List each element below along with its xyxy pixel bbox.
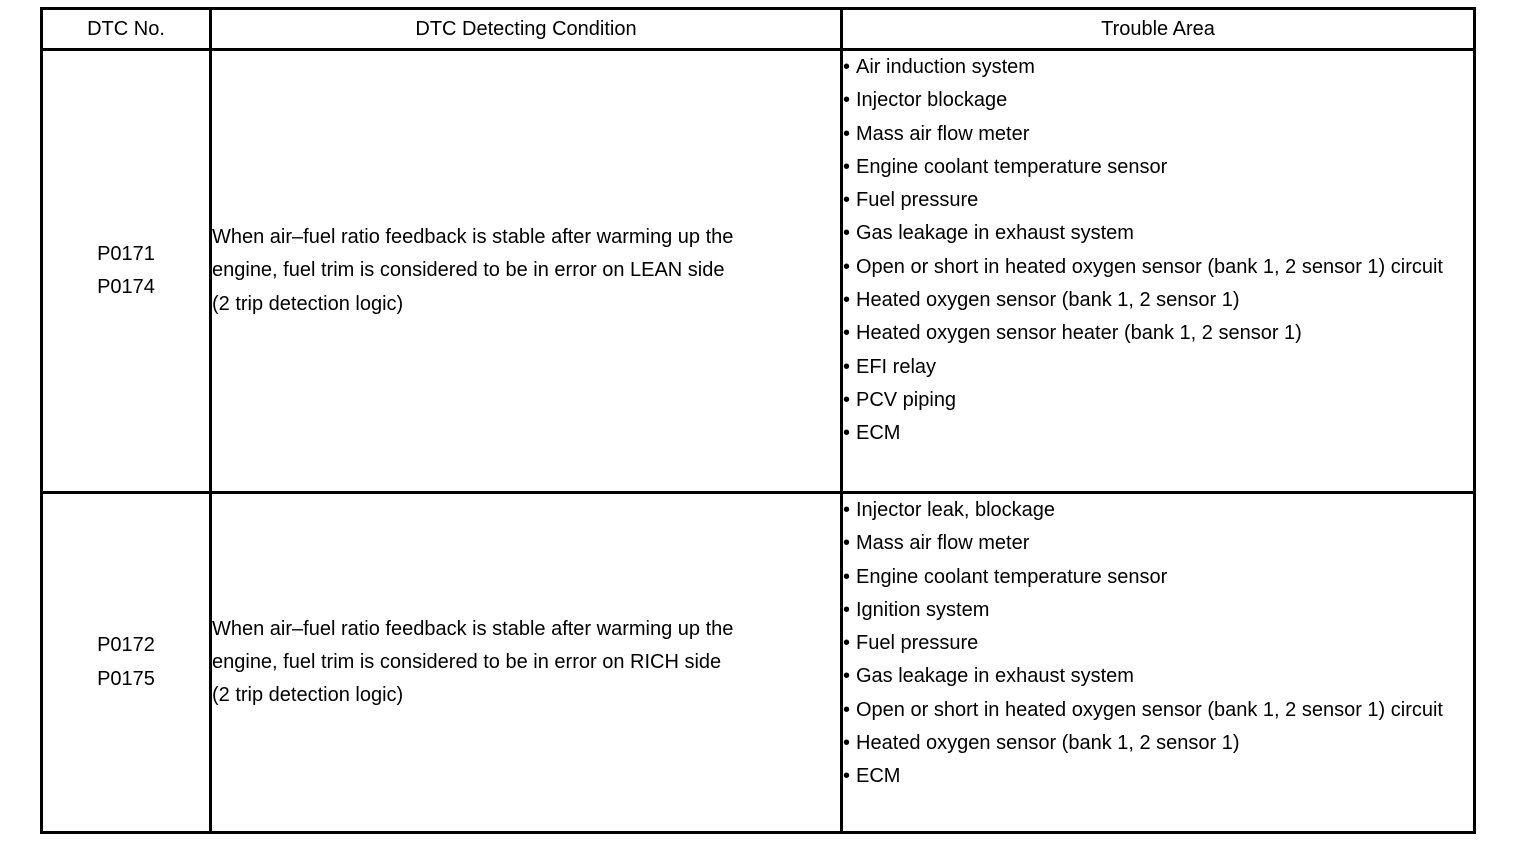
bullet-icon: • — [843, 189, 851, 212]
table-row — [42, 493, 1475, 833]
list-item: • ECM — [843, 417, 1473, 450]
condition-line: engine, fuel trim is considered to be in error on LEAN side — [212, 259, 725, 282]
bullet-icon: • — [843, 222, 851, 245]
condition-line: When air–fuel ratio feedback is stable after warming up the — [212, 226, 734, 249]
list-item: • Air induction system — [843, 51, 1473, 84]
list-item: • Heated oxygen sensor heater (bank 1, 2 sensor 1) — [843, 317, 1473, 350]
dtc-code: P0172 — [97, 634, 155, 657]
bullet-icon: • — [843, 122, 851, 145]
list-item: • Gas leakage in exhaust system — [843, 660, 1473, 693]
condition-line: (2 trip detection logic) — [212, 292, 404, 315]
list-item: • Heated oxygen sensor (bank 1, 2 sensor 1) — [843, 727, 1473, 760]
bullet-icon: • — [843, 532, 851, 555]
header-detecting-condition: DTC Detecting Condition — [211, 9, 842, 50]
condition-line: When air–fuel ratio feedback is stable after warming up the — [212, 617, 734, 640]
list-item: • Fuel pressure — [843, 627, 1473, 660]
list-item: • Mass air flow meter — [843, 527, 1473, 560]
trouble-area-cell — [842, 493, 1475, 833]
list-item: • EFI relay — [843, 351, 1473, 384]
bullet-icon: • — [843, 665, 851, 688]
dtc-codes-cell — [42, 493, 211, 833]
list-item: • Heated oxygen sensor (bank 1, 2 sensor 1) — [843, 284, 1473, 317]
list-item: • Mass air flow meter — [843, 118, 1473, 151]
bullet-icon: • — [843, 322, 851, 345]
bullet-icon: • — [843, 355, 851, 378]
bullet-icon: • — [843, 56, 851, 78]
trouble-area-cell — [842, 50, 1475, 493]
condition-line: engine, fuel trim is considered to be in error on RICH side — [212, 650, 722, 673]
bullet-icon: • — [843, 155, 851, 178]
dtc-code: P0175 — [97, 667, 155, 690]
list-item: • Injector leak, blockage — [843, 494, 1473, 527]
bullet-icon: • — [843, 89, 851, 112]
dtc-codes-cell — [42, 50, 211, 493]
bullet-icon: • — [843, 765, 851, 788]
dtc-table — [40, 7, 1476, 834]
list-item: • PCV piping — [843, 384, 1473, 417]
bullet-icon: • — [843, 632, 851, 655]
trouble-area-list — [843, 51, 1473, 451]
header-dtc-no: DTC No. — [42, 9, 211, 50]
bullet-icon: • — [843, 422, 851, 445]
bullet-icon: • — [843, 598, 851, 621]
list-item: • ECM — [843, 760, 1473, 793]
bullet-icon: • — [843, 388, 851, 411]
bullet-icon: • — [843, 289, 851, 312]
table-row — [42, 50, 1475, 493]
list-item: • Engine coolant temperature sensor — [843, 561, 1473, 594]
detecting-condition-cell — [211, 50, 842, 493]
detecting-condition-cell — [211, 493, 842, 833]
bullet-icon: • — [843, 255, 851, 278]
list-item: • Open or short in heated oxygen sensor (bank 1, 2 sensor 1) circuit — [843, 694, 1473, 727]
bullet-icon: • — [843, 499, 851, 521]
table-header-row — [42, 9, 1475, 50]
dtc-code: P0171 — [97, 242, 155, 265]
trouble-area-list — [843, 494, 1473, 794]
list-item: • Injector blockage — [843, 84, 1473, 117]
header-trouble-area: Trouble Area — [842, 9, 1475, 50]
list-item: • Open or short in heated oxygen sensor (bank 1, 2 sensor 1) circuit — [843, 251, 1473, 284]
condition-line: (2 trip detection logic) — [212, 684, 404, 707]
dtc-code: P0174 — [97, 276, 155, 298]
list-item: • Ignition system — [843, 594, 1473, 627]
list-item: • Engine coolant temperature sensor — [843, 151, 1473, 184]
list-item: • Gas leakage in exhaust system — [843, 217, 1473, 250]
bullet-icon: • — [843, 565, 851, 588]
bullet-icon: • — [843, 732, 851, 755]
list-item: • Fuel pressure — [843, 184, 1473, 217]
bullet-icon: • — [843, 698, 851, 721]
